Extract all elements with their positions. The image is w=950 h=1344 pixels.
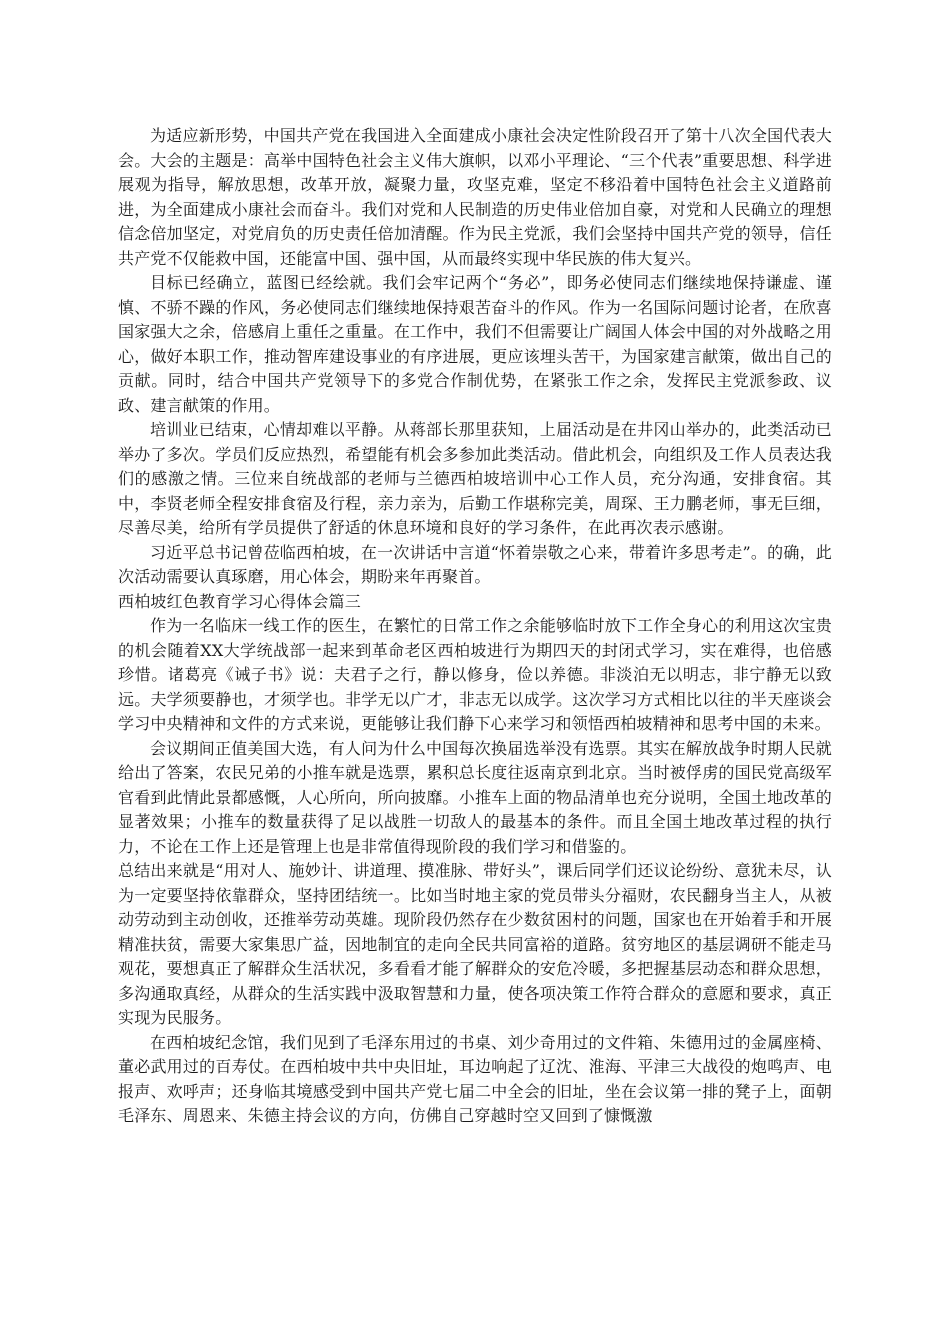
document-body — [118, 124, 832, 1129]
paragraph: 目标已经确立，蓝图已经绘就。我们会牢记两个“务必”，即务必使同志们继续地保持谦虚、谨慎、不骄不躁的作风，务必使同志们继续地保持艰苦奋斗的作风。作为一名国际问题讨论者，在欣喜国家强大之余，倍感肩上重任之重量。在工作中，我们不但需要让广阔国人体会中国的对外战略之用心，做好本职工作，推动智库建设事业的有序进展，更应该埋头苦干，为国家建言献策，做出自己的贡献。同时，结合中国共产党领导下的多党合作制优势，在紧张工作之余，发挥民主党派参政、议政、建言献策的作用。 — [118, 273, 832, 415]
paragraph: 培训业已结束，心情却难以平静。从蒋部长那里获知，上届活动是在井冈山举办的，此类活动已举办了多次。学员们反应热烈，希望能有机会多参加此类活动。借此机会，向组织及工作人员表达我们的感激之情。三位来自统战部的老师与兰德西柏坡培训中心工作人员，充分沟通，安排食宿。其中，李贤老师全程安排食宿及行程，亲力亲为，后勤工作堪称完美，周琛、王力鹏老师，事无巨细，尽善尽美，给所有学员提供了舒适的休息环境和良好的学习条件，在此再次表示感谢。 — [118, 420, 832, 537]
section-title: 西柏坡红色教育学习心得体会篇三 — [118, 591, 362, 611]
paragraph: 在西柏坡纪念馆，我们见到了毛泽东用过的书桌、刘少奇用过的文件箱、朱德用过的金属座椅、董必武用过的百寿仗。在西柏坡中共中央旧址，耳边响起了辽沈、淮海、平津三大战役的炮鸣声、电报声、欢呼声；还身临其境感受到中国共产党七届二中全会的旧址，坐在会议第一排的凳子上，面朝毛泽东、周恩来、朱德主持会议的方向，仿佛自己穿越时空又回到了慷慨激 — [118, 1032, 832, 1125]
paragraph: 会议期间正值美国大选，有人问为什么中国每次换届选举没有选票。其实在解放战争时期人民就给出了答案，农民兄弟的小推车就是选票，累积总长度往返南京到北京。当时被俘虏的国民党高级军官看到此情此景都感慨，人心所向，所向披靡。小推车上面的物品清单也充分说明，全国土地改革的显著效果；小推车的数量获得了足以战胜一切敌人的最基本的条件。而且全国土地改革过程的执行力，不论在工作上还是管理上也是非常值得现阶段的我们学习和借鉴的。 — [118, 738, 832, 856]
paragraph: 习近平总书记曾莅临西柏坡，在一次讲话中言道“怀着崇敬之心来，带着许多思考走”。的确，此次活动需要认真琢磨，用心体会，期盼来年再聚首。 — [118, 542, 832, 586]
paragraph: 作为一名临床一线工作的医生，在繁忙的日常工作之余能够临时放下工作全身心的利用这次宝贵的机会随着XX大学统战部一起来到革命老区西柏坡进行为期四天的封闭式学习，实在难得，也倍感珍惜。诸葛亮《诫子书》说：夫君子之行，静以修身，俭以养德。非淡泊无以明志，非宁静无以致远。夫学须要静也，才须学也。非学无以广才，非志无以成学。这次学习方式相比以往的半天座谈会学习中央精神和文件的方式来说，更能够让我们静下心来学习和领悟西柏坡精神和思考中国的未来。 — [118, 616, 832, 733]
paragraph: 为适应新形势，中国共产党在我国进入全面建成小康社会决定性阶段召开了第十八次全国代表大会。大会的主题是：高举中国特色社会主义伟大旗帜，以邓小平理论、“三个代表”重要思想、科学进展观为指导，解放思想，改革开放，凝聚力量，攻坚克难，坚定不移沿着中国特色社会主义道路前进，为全面建成小康社会而奋斗。我们对党和人民制造的历史伟业倍加自豪，对党和人民确立的理想信念倍加坚定，对党肩负的历史责任倍加清醒。作为民主党派，我们会坚持中国共产党的领导，信任共产党不仅能救中国，还能富中国、强中国，从而最终实现中华民族的伟大复兴。 — [118, 126, 832, 268]
paragraph: 总结出来就是“用对人、施妙计、讲道理、摸准脉、带好头”，课后同学们还议论纷纷、意犹未尽，认为一定要坚持依靠群众，坚持团结统一。比如当时地主家的党员带头分福财，农民翻身当主人，从被动劳动到主动创收，还推举劳动英雄。现阶段仍然存在少数贫困村的问题，国家也在开始着手和开展精准扶贫，需要大家集思广益，因地制宜的走向全民共同富裕的道路。贫穷地区的基层调研不能走马观花，要想真正了解群众生活状况，多看看才能了解群众的安危冷暖，多把握基层动态和群众思想，多沟通取真经，从群众的生活实践中汲取智慧和力量，使各项决策工作符合群众的意愿和要求，真正实现为民服务。 — [118, 861, 832, 1027]
